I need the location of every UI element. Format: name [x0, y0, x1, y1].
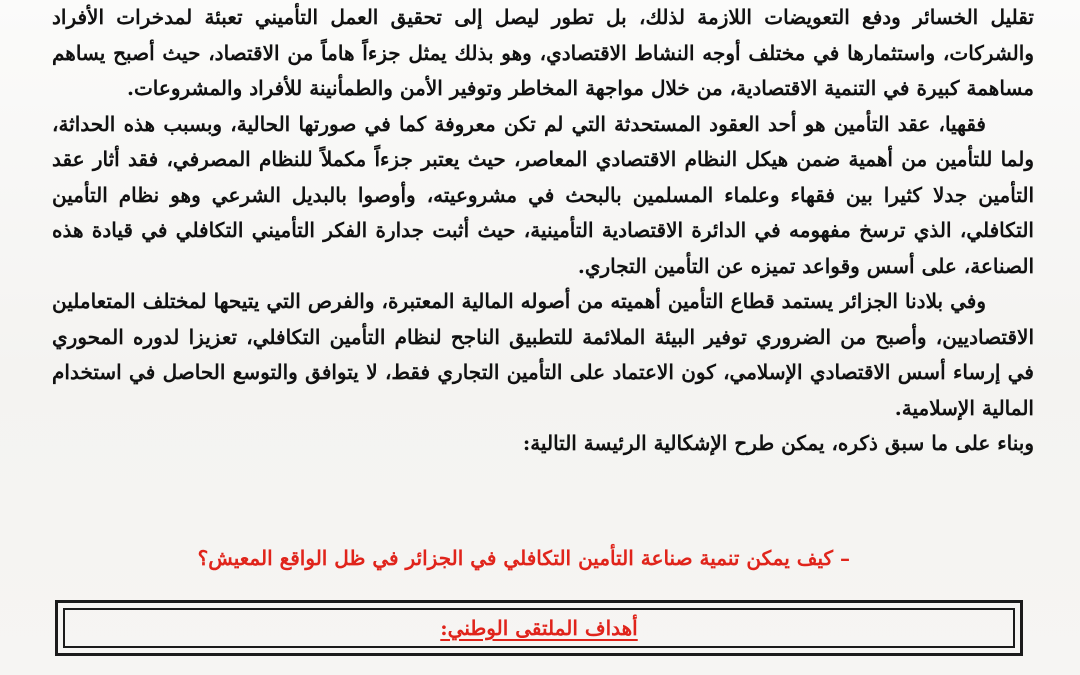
paragraph-1: تقليل الخسائر ودفع التعويضات اللازمة لذلك، بل تطور ليصل إلى تحقيق العمل التأميني تعبئة لمدخرات الأفراد والشركات، واستثمارها في مختلف أوجه النشاط الاقتصادي، وهو بذلك يمثل جزءاً هاماً من الاقتصاد، حيث أصبح يساهم مساهمة كبيرة في التنمية الاقتصادية، من خلال مواجهة المخاطر وتوفير الأمن والطمأنينة للأفراد والمشروعات.: [52, 5, 1034, 100]
paragraph-3: وفي بلادنا الجزائر يستمد قطاع التأمين أهميته من أصوله المالية المعتبرة، والفرص التي يتيحها لمختلف المتعاملين الاقتصاديين، وأصبح من الضروري توفير البيئة الملائمة للتطبيق الناجح لنظام التأمين التكافلي، تعزيزا لدوره المحوري في إرساء أسس الاقتصادي الإسلامي، كون الاعتماد على التأمين التجاري فقط، لا يتوافق والتوسع الحاصل في استخدام المالية الإسلامية.: [52, 289, 1034, 420]
section-heading-frame: [55, 600, 1023, 656]
section-heading: أهداف الملتقى الوطني:: [440, 616, 638, 640]
paragraph-4: وبناء على ما سبق ذكره، يمكن طرح الإشكالية الرئيسة التالية:: [522, 431, 1034, 455]
paragraph-container: [52, 0, 1034, 462]
research-question: – كيف يمكن تنمية صناعة التأمين التكافلي في الجزائر في ظل الواقع المعيش؟: [197, 546, 850, 570]
paragraph-2: فقهيا، عقد التأمين هو أحد العقود المستحدثة التي لم تكن معروفة كما في صورتها الحالية، وبسبب هذه الحداثة، ولما للتأمين من أهمية ضمن هيكل النظام الاقتصادي المعاصر، حيث يعتبر جزءاً مكملاً للنظام المصرفي، فقد أثار عقد التأمين جدلا كثيرا بين فقهاء وعلماء المسلمين بالبحث في مشروعيته، وأوصوا بالبديل الشرعي وهو نظام التأمين التكافلي، الذي ترسخ مفهومه في الدائرة الاقتصادية التأمينية، حيث أثبت جدارة الفكر التأميني التكافلي في قيادة هذه الصناعة، على أسس وقواعد تميزه عن التأمين التجاري.: [52, 111, 1034, 278]
section-heading-inner-frame: [63, 608, 1015, 648]
